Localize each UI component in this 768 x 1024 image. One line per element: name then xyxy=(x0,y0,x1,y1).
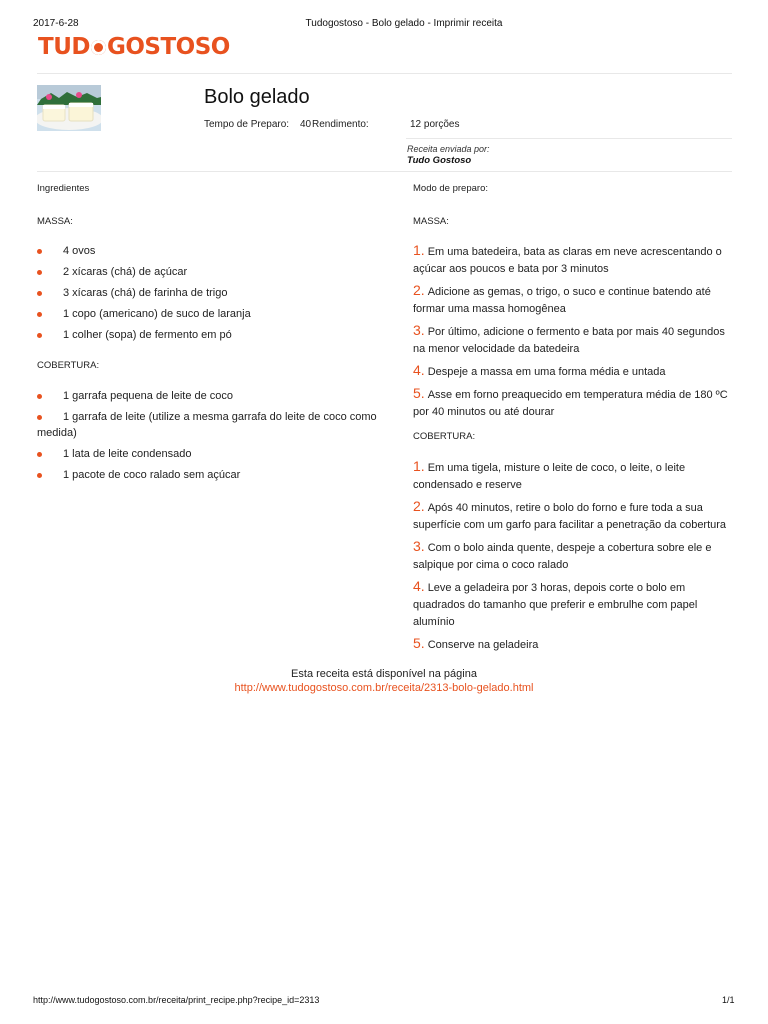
recipe-title: Bolo gelado xyxy=(204,86,310,108)
step-number: 3. xyxy=(413,538,425,554)
step-number: 4. xyxy=(413,362,425,378)
step-item: 1. Em uma batedeira, bata as claras em neve acrescentando o açúcar aos poucos e bata por 3 minutos xyxy=(413,242,722,275)
ingredients-section-massa: MASSA: xyxy=(37,216,73,227)
recipe-photo xyxy=(37,85,101,131)
method-section-massa: MASSA: xyxy=(413,216,449,227)
sent-by-name: Tudo Gostoso xyxy=(407,155,472,166)
step-item: 3. Por último, adicione o fermento e bata por mais 40 segundos na menor velocidade da batedeira xyxy=(413,322,725,355)
bullet-icon xyxy=(37,394,42,399)
list-item: 1 garrafa pequena de leite de coco xyxy=(37,388,387,404)
ingredients-section-cobertura: COBERTURA: xyxy=(37,360,100,371)
step-number: 5. xyxy=(413,385,425,401)
print-url: http://www.tudogostoso.com.br/receita/print_recipe.php?recipe_id=2313 xyxy=(33,995,320,1005)
method-heading: Modo de preparo: xyxy=(413,183,488,194)
step-item: 1. Em uma tigela, misture o leite de coco, o leite, o leite condensado e reserve xyxy=(413,458,686,491)
bullet-icon xyxy=(37,473,42,478)
header-divider xyxy=(37,73,732,74)
recipe-link[interactable]: http://www.tudogostoso.com.br/receita/2313-bolo-gelado.html xyxy=(234,682,534,694)
method-list-cobertura xyxy=(413,458,735,658)
list-item: 1 colher (sopa) de fermento em pó xyxy=(37,327,387,343)
step-item: 5. Conserve na geladeira xyxy=(413,635,539,651)
list-item: 1 lata de leite condensado xyxy=(37,446,387,462)
bullet-icon xyxy=(37,270,42,275)
print-page-title: Tudogostoso - Bolo gelado - Imprimir receita xyxy=(305,18,503,29)
step-number: 2. xyxy=(413,498,425,514)
list-item: 3 xícaras (chá) de farinha de trigo xyxy=(37,285,387,301)
step-item: 4. Leve a geladeira por 3 horas, depois corte o bolo em quadrados do tamanho que preferir e embrulhe com papel alumínio xyxy=(413,578,698,628)
sent-by-label: Receita enviada por: xyxy=(407,144,490,154)
availability-text: Esta receita está disponível na página xyxy=(291,668,477,680)
list-item: 1 copo (americano) de suco de laranja xyxy=(37,306,387,322)
step-number: 4. xyxy=(413,578,425,594)
list-item: 4 ovos xyxy=(37,243,387,259)
yield-value: 12 porções xyxy=(410,119,460,130)
yield-label: Rendimento: xyxy=(312,119,369,130)
ingredients-list-massa xyxy=(37,243,387,348)
step-item: 4. Despeje a massa em uma forma média e untada xyxy=(413,362,666,378)
prep-time-value: 40 xyxy=(300,119,312,130)
site-logo[interactable] xyxy=(38,34,230,60)
page-number: 1/1 xyxy=(722,995,735,1005)
step-number: 1. xyxy=(413,242,425,258)
bullet-icon xyxy=(37,249,42,254)
list-item: 1 pacote de coco ralado sem açúcar xyxy=(37,467,387,483)
bullet-icon xyxy=(37,312,42,317)
step-item: 3. Com o bolo ainda quente, despeje a cobertura sobre ele e salpique por cima o coco ralado xyxy=(413,538,712,571)
method-section-cobertura: COBERTURA: xyxy=(413,431,476,442)
logo-text-part1: TUD xyxy=(38,34,90,60)
list-item: 2 xícaras (chá) de açúcar xyxy=(37,264,387,280)
bullet-icon xyxy=(37,415,42,420)
meta-divider xyxy=(406,138,732,139)
prep-time-label: Tempo de Preparo: xyxy=(204,119,290,130)
ingredients-list-cobertura xyxy=(37,388,387,488)
content-divider xyxy=(37,171,732,172)
bullet-icon xyxy=(37,291,42,296)
method-list-massa xyxy=(413,242,735,425)
bullet-icon xyxy=(37,333,42,338)
print-date: 2017-6-28 xyxy=(33,18,79,29)
step-number: 3. xyxy=(413,322,425,338)
step-item: 5. Asse em forno preaquecido em temperatura média de 180 ºC por 40 minutos ou até dourar xyxy=(413,385,728,418)
step-number: 2. xyxy=(413,282,425,298)
list-item: 1 garrafa de leite (utilize a mesma garrafa do leite de coco como medida) xyxy=(37,411,377,439)
step-number: 5. xyxy=(413,635,425,651)
step-number: 1. xyxy=(413,458,425,474)
step-item: 2. Após 40 minutos, retire o bolo do forno e fure toda a sua superfície com um garfo para facilitar a penetração da cobertura xyxy=(413,498,727,531)
logo-dot-icon xyxy=(91,40,106,55)
step-item: 2. Adicione as gemas, o trigo, o suco e continue batendo até formar uma massa homogênea xyxy=(413,282,711,315)
logo-text-part2: GOSTOSO xyxy=(106,34,230,60)
bullet-icon xyxy=(37,452,42,457)
ingredients-heading: Ingredientes xyxy=(37,183,90,194)
